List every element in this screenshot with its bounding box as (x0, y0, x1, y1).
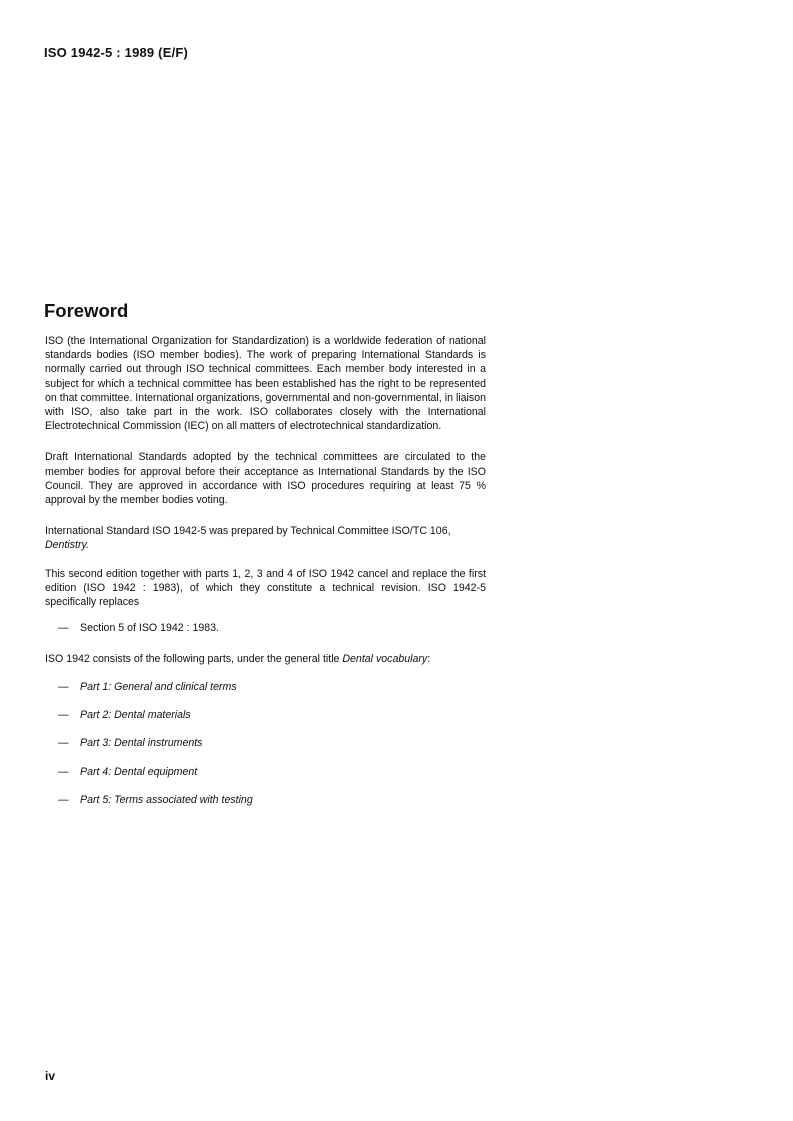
committee-title: Dentistry. (45, 539, 89, 552)
dash-marker: — (58, 737, 69, 750)
parts-list-item (45, 708, 486, 722)
parts-list-item (45, 736, 486, 750)
parts-intro-colon: : (427, 653, 431, 666)
parts-list (45, 680, 486, 808)
part-title: Part 3: Dental instruments (80, 737, 203, 750)
part-title: Part 1: General and clinical terms (80, 680, 237, 693)
parts-list-item (45, 680, 486, 694)
paragraph-prepared-by (45, 524, 486, 552)
page-number: iv (45, 1069, 56, 1083)
part-title: Part 2: Dental materials (80, 709, 191, 722)
replaces-item-text: Section 5 of ISO 1942 : 1983. (80, 622, 219, 635)
dash-marker: — (58, 680, 69, 693)
page-title: Foreword (44, 300, 129, 321)
foreword-body (45, 334, 486, 807)
paragraph-edition: This second edition together with parts 1, 2, 3 and 4 of ISO 1942 cancel and replace the first edition (ISO 1942 : 1983), of which they constitute a technical revision. ISO 1942-5 specifically replaces (45, 567, 486, 609)
parts-list-item (45, 765, 486, 779)
dash-marker: — (58, 709, 69, 722)
dash-marker: — (58, 622, 69, 635)
paragraph-iso-intro: ISO (the International Organization for Standardization) is a worldwide federation of national standards bodies (ISO member bodies). The work of preparing International Standards is normally carried out through ISO technical committees. Each member body interested in a subject for which a technical committee has been established has the right to be represented on that committee. International organizations, governmental and non-governmental, in liaison with ISO, also take part in the work. ISO collaborates closely with the International Electrotechnical Commission (IEC) on all matters of electrotechnical standardization. (45, 335, 486, 433)
dash-marker: — (58, 794, 69, 807)
prepared-by-text: International Standard ISO 1942-5 was prepared by Technical Committee ISO/TC 106, (45, 525, 451, 538)
paragraph-parts-intro (45, 652, 486, 666)
part-title: Part 4: Dental equipment (80, 765, 198, 778)
replaces-list-item (45, 621, 486, 635)
dash-marker: — (58, 765, 69, 778)
parts-intro-text: ISO 1942 consists of the following parts, under the general title (45, 653, 343, 666)
general-title: Dental vocabulary (342, 653, 428, 666)
paragraph-draft-standards: Draft International Standards adopted by the technical committees are circulated to the member bodies for approval before their acceptance as International Standards by the ISO Council. They are approved in accordance with ISO procedures requiring at least 75 % approval by the member bodies voting. (45, 451, 486, 507)
document-header: ISO 1942-5 : 1989 (E/F) (44, 45, 189, 60)
part-title: Part 5: Terms associated with testing (80, 794, 253, 807)
parts-list-item (45, 793, 486, 807)
